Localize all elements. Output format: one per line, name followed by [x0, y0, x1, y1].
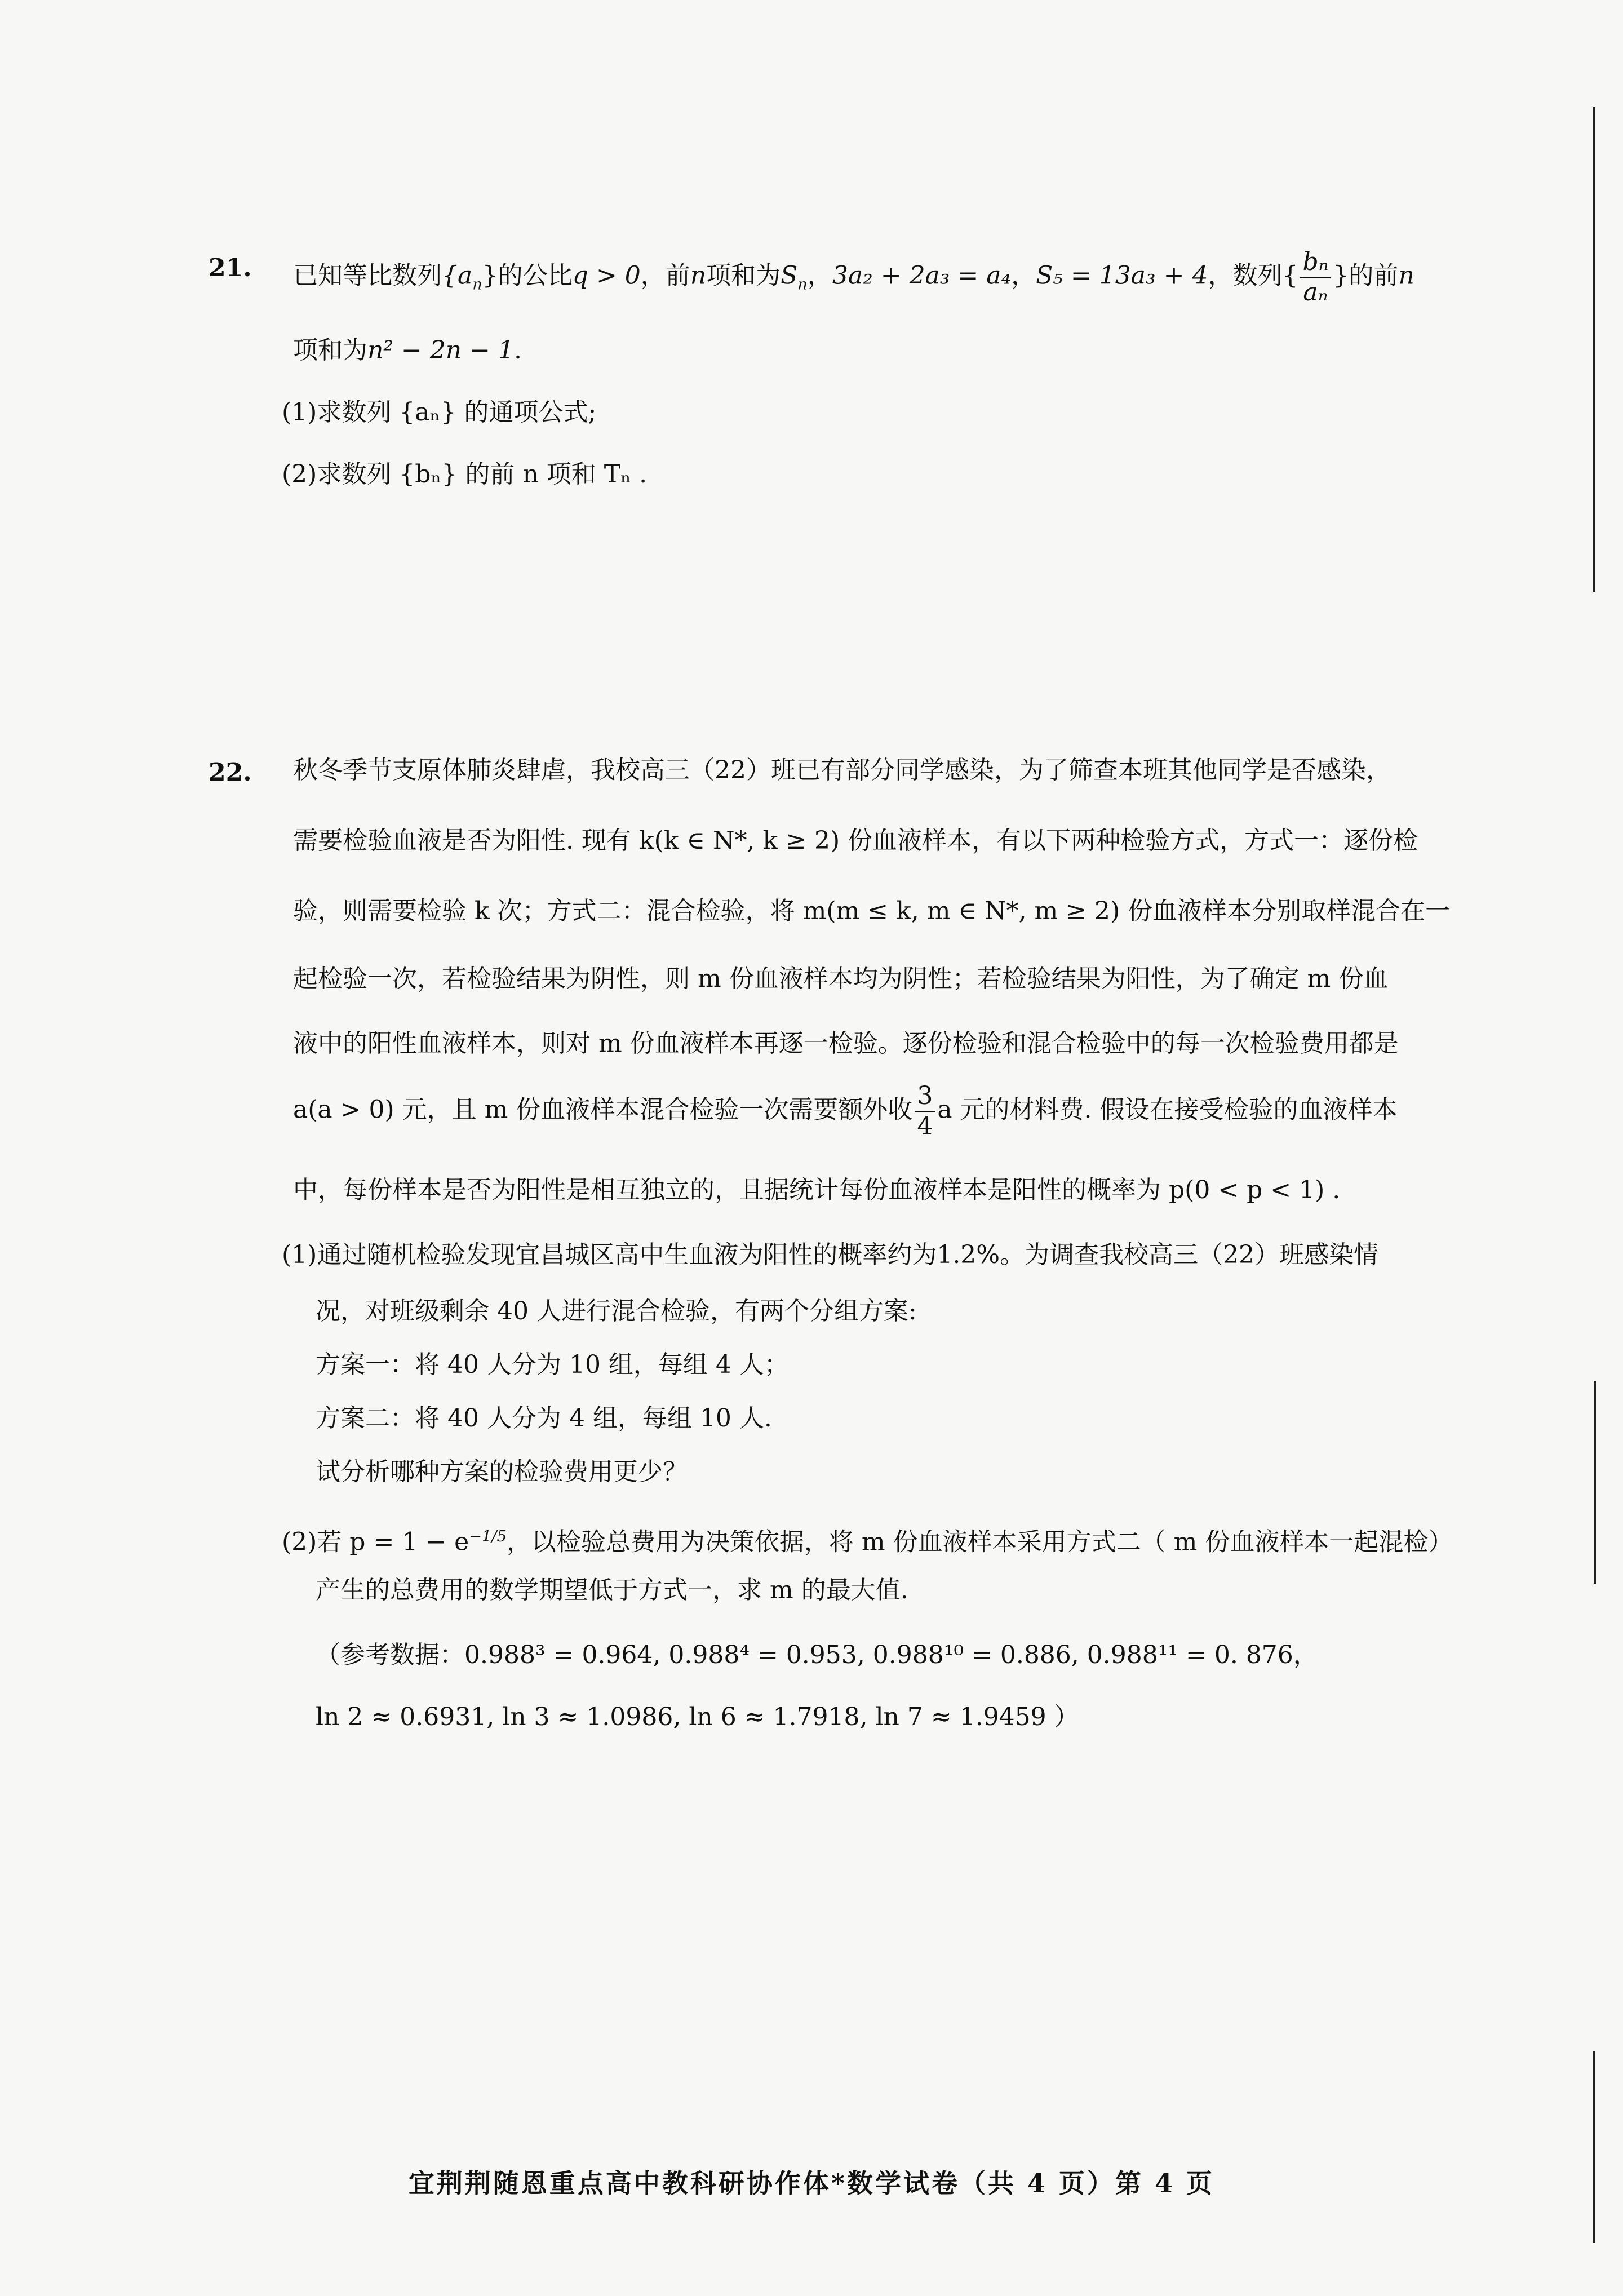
q22-sub2-line-2: 产生的总费用的数学期望低于方式一，求 m 的最大值.	[316, 1576, 908, 1604]
q21-line-1: 已知等比数列$\{a_n\}$的公比q > 0，前n项和为$S_n$，3a₂ + 2a₃ = a₄，S₅ = 13a₃ + 4，数列{ $\frac{\text{bₙ}}{\text{aₙ}}$ }的前n	[293, 247, 1414, 307]
q22-para-line-7: 中，每份样本是否为阳性是相互独立的，且据统计每份血液样本是阳性的概率为 p(0 < p < 1) .	[293, 1176, 1341, 1204]
q22-sub2-line-1: (2)若 $p = 1 - e^{-1/5}$，以检验总费用为决策依据，将 m 份血液样本采用方式二（ m 份血液样本一起混检）	[282, 1527, 1453, 1557]
fraction-three-quarters: $\frac{3}{4}$	[915, 1082, 935, 1141]
q22-reference-data-2: ln 2 ≈ 0.6931, ln 3 ≈ 1.0986, ln 6 ≈ 1.7918, ln 7 ≈ 1.9459 ）	[316, 1703, 1079, 1731]
question-number: 22.	[209, 758, 252, 787]
fraction-bn-over-an: $\frac{\text{bₙ}}{\text{aₙ}}$	[1300, 248, 1331, 307]
q21-line-2: 项和为n² − 2n − 1.	[293, 336, 522, 365]
q22-para-line-3: 验，则需要检验 k 次；方式二：混合检验，将 m(m ≤ k, m ∈ N*, m ≥ 2) 份血液样本分别取样混合在一	[293, 897, 1451, 925]
q22-plan-2: 方案二：将 40 人分为 4 组，每组 10 人.	[316, 1404, 772, 1433]
q22-sub1-line-1: (1)通过随机检验发现宜昌城区高中生血液为阳性的概率约为1.2%。为调查我校高三（22）班感染情	[282, 1240, 1379, 1269]
q22-para-line-4: 起检验一次，若检验结果为阴性，则 m 份血液样本均为阴性；若检验结果为阳性，为了确定 m 份血	[293, 964, 1389, 993]
page-footer: 宜荆荆随恩重点高中教科研协作体*数学试卷（共 4 页）第 4 页	[408, 2168, 1215, 2199]
q21-part-2: (2)求数列 {bₙ} 的前 n 项和 Tₙ .	[282, 460, 648, 489]
q22-para-line-2: 需要检验血液是否为阳性. 现有 k(k ∈ N*, k ≥ 2) 份血液样本，有以下两种检验方式，方式一：逐份检	[293, 826, 1418, 855]
q21-part-1: (1)求数列 {aₙ} 的通项公式;	[282, 398, 597, 427]
q22-sub1-question: 试分析哪种方案的检验费用更少？	[316, 1457, 688, 1486]
q22-para-line-1: 秋冬季节支原体肺炎肆虐，我校高三（22）班已有部分同学感染，为了筛查本班其他同学是否感染，	[293, 756, 1391, 784]
scan-edge-line-middle	[1594, 1381, 1596, 1584]
q22-plan-1: 方案一：将 40 人分为 10 组，每组 4 人；	[316, 1350, 789, 1379]
q22-para-line-5: 液中的阳性血液样本，则对 m 份血液样本再逐一检验。逐份检验和混合检验中的每一次检验费用都是	[293, 1029, 1399, 1058]
q22-sub1-line-2: 况，对班级剩余 40 人进行混合检验，有两个分组方案:	[316, 1297, 917, 1326]
q22-para-line-6: a(a > 0) 元，且 m 份血液样本混合检验一次需要额外收 $\frac{3}{4}$ a 元的材料费. 假设在接受检验的血液样本	[293, 1081, 1398, 1141]
scan-edge-line-bottom	[1593, 2051, 1595, 2243]
scan-edge-line-top	[1593, 107, 1595, 592]
question-number: 21.	[209, 254, 252, 282]
q22-reference-data-1: （参考数据：0.988³ = 0.964, 0.988⁴ = 0.953, 0.988¹⁰ = 0.886, 0.988¹¹ = 0. 876，	[316, 1641, 1318, 1669]
